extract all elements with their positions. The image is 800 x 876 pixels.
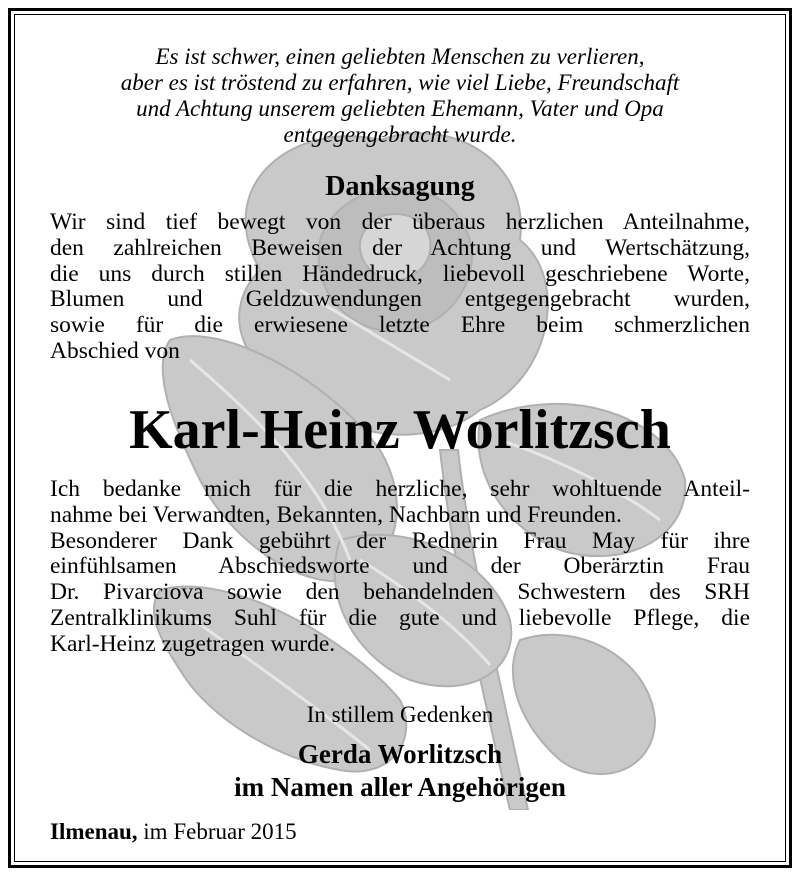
signatory bbox=[50, 738, 750, 804]
motto-line: und Achtung unserem geliebten Ehemann, Vater und Opa bbox=[136, 96, 664, 121]
paragraph-line: Abschied von bbox=[50, 337, 180, 364]
gratitude-paragraph bbox=[50, 477, 750, 658]
paragraph-line: den zahlreichen Beweisen der Achtung und Wertschätzung, bbox=[50, 234, 750, 261]
signatory-line: im Namen aller Angehörigen bbox=[234, 772, 566, 802]
paragraph-line: sowie für die erwiesene letzte Ehre beim schmerzlichen bbox=[50, 312, 750, 339]
motto-line: entgegengebracht wurde. bbox=[283, 122, 517, 147]
paragraph-line: Karl-Heinz zugetragen wurde. bbox=[50, 630, 336, 657]
signatory-line: Gerda Worlitzsch bbox=[297, 739, 503, 769]
motto-line: Es ist schwer, einen geliebten Menschen zu verlieren, bbox=[155, 44, 645, 69]
paragraph-line: nahme bei Verwandten, Bekannten, Nachbarn und Freunden. bbox=[50, 501, 622, 528]
deceased-name: Karl-Heinz Worlitzsch bbox=[129, 399, 671, 461]
paragraph-line: einfühlsamen Abschiedsworte und der Oberärztin Frau bbox=[50, 553, 750, 580]
motto-line: aber es ist tröstend zu erfahren, wie viel Liebe, Freundschaft bbox=[120, 70, 680, 95]
paragraph-line: Zentralklinikums Suhl für die gute und liebevolle Pflege, die bbox=[50, 604, 750, 631]
motto-quote bbox=[50, 44, 750, 148]
paragraph-line: Ich bedanke mich für die herzliche, sehr wohltuende Anteil- bbox=[50, 476, 750, 502]
paragraph-line: Blumen und Geldzuwendungen entgegengebracht wurden, bbox=[50, 286, 750, 313]
place: Ilmenau, bbox=[50, 819, 138, 844]
thanks-paragraph bbox=[50, 210, 750, 365]
paragraph-line: die uns durch stillen Händedruck, liebevoll geschriebene Worte, bbox=[50, 260, 750, 287]
closing-phrase: In stillem Gedenken bbox=[306, 702, 494, 727]
date: im Februar 2015 bbox=[143, 819, 297, 844]
paragraph-line: Dr. Pivarciova sowie den behandelnden Schwestern des SRH bbox=[50, 579, 750, 606]
place-date bbox=[50, 819, 750, 845]
paragraph-line: Besonderer Dank gebührt der Rednerin Frau May für ihre bbox=[50, 527, 750, 554]
paragraph-line: Wir sind tief bewegt von der überaus herzlichen Anteilnahme, bbox=[50, 209, 750, 235]
heading: Danksagung bbox=[325, 171, 475, 202]
